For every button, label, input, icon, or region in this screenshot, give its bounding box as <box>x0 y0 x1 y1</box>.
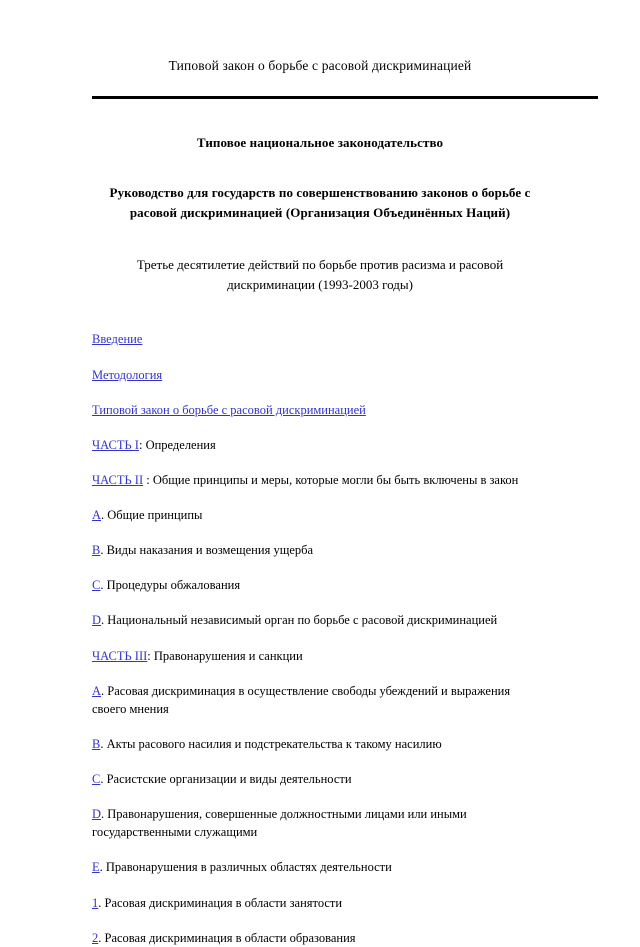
toc-link-part3-e-1[interactable]: 1 <box>92 895 99 910</box>
toc-link-part2-a[interactable]: A <box>92 508 102 523</box>
toc-item-part3-d <box>92 805 548 841</box>
toc-link-part3-e[interactable]: E <box>92 860 100 875</box>
table-of-contents <box>92 330 548 946</box>
toc-link-part3-a[interactable]: A <box>92 683 102 698</box>
toc-label-part3-d: . Правонарушения, совершенные должностными лицами или иными государственными служащими <box>92 807 467 840</box>
toc-item-part-3 <box>92 647 548 665</box>
header-divider <box>92 96 598 99</box>
toc-item-part3-a <box>92 682 548 718</box>
document-heading-sub: Руководство для государств по совершенствованию законов о борьбе с расовой дискриминацией (Организация Объединённых Наций) <box>109 185 531 220</box>
toc-item-part2-a <box>92 506 548 524</box>
toc-label-part-1: : Определения <box>138 437 216 452</box>
toc-link-part-1[interactable]: ЧАСТЬ I <box>92 437 139 452</box>
toc-label-part-2: : Общие принципы и меры, которые могли бы быть включены в закон <box>143 472 519 487</box>
toc-link-part-2[interactable]: ЧАСТЬ II <box>92 472 144 487</box>
toc-link-metodologiya[interactable]: Методология <box>92 367 163 382</box>
toc-item-metodologiya <box>92 366 548 384</box>
toc-link-part3-e-2[interactable]: 2 <box>92 930 99 945</box>
toc-label-part3-e-2: . Расовая дискриминация в области образования <box>98 930 356 945</box>
toc-label-part2-b: . Виды наказания и возмещения ущерба <box>100 543 314 558</box>
toc-link-vvedenie[interactable]: Введение <box>92 332 143 347</box>
toc-item-part2-b <box>92 541 548 559</box>
toc-label-part2-c: . Процедуры обжалования <box>100 578 241 593</box>
toc-label-part3-e: . Правонарушения в различных областях деятельности <box>99 860 392 875</box>
toc-link-part3-b[interactable]: B <box>92 736 101 751</box>
toc-label-part3-a: . Расовая дискриминация в осуществление свободы убеждений и выражения своего мнения <box>92 683 511 716</box>
toc-link-part2-b[interactable]: B <box>92 543 101 558</box>
toc-item-part3-b <box>92 735 548 753</box>
toc-label-part3-c: . Расистские организации и виды деятельности <box>100 772 352 787</box>
toc-item-part2-d <box>92 611 548 629</box>
toc-link-part3-d[interactable]: D <box>92 807 102 822</box>
toc-label-part3-b: . Акты расового насилия и подстрекательства к такому насилию <box>100 736 442 751</box>
toc-label-part-3: : Правонарушения и санкции <box>147 648 303 663</box>
toc-link-model-law[interactable]: Типовой закон о борьбе с расовой дискриминацией <box>92 402 366 417</box>
toc-link-part2-c[interactable]: C <box>92 578 101 593</box>
toc-item-part3-e <box>92 858 548 876</box>
document-paragraph-decade: Третье десятилетие действий по борьбе против расизма и расовой дискриминации (1993-2003 годы) <box>136 257 504 292</box>
toc-label-part2-d: . Национальный независимый орган по борьбе с расовой дискриминацией <box>101 613 498 628</box>
toc-link-part2-d[interactable]: D <box>92 613 102 628</box>
toc-item-part-1 <box>92 436 548 454</box>
toc-item-part3-e-1 <box>92 894 548 912</box>
document-running-title: Типовой закон о борьбе с расовой дискриминацией <box>168 58 472 73</box>
toc-item-part-2 <box>92 471 548 489</box>
toc-link-part3-c[interactable]: C <box>92 772 101 787</box>
toc-item-part3-e-2 <box>92 929 548 947</box>
toc-item-vvedenie <box>92 330 548 348</box>
toc-item-part3-c <box>92 770 548 788</box>
toc-label-part2-a: . Общие принципы <box>101 508 203 523</box>
toc-label-part3-e-1: . Расовая дискриминация в области занятости <box>98 895 343 910</box>
toc-item-part2-c <box>92 576 548 594</box>
toc-link-part-3[interactable]: ЧАСТЬ III <box>92 648 148 663</box>
document-heading-main: Типовое национальное законодательство <box>196 135 444 151</box>
toc-item-model-law <box>92 401 548 419</box>
